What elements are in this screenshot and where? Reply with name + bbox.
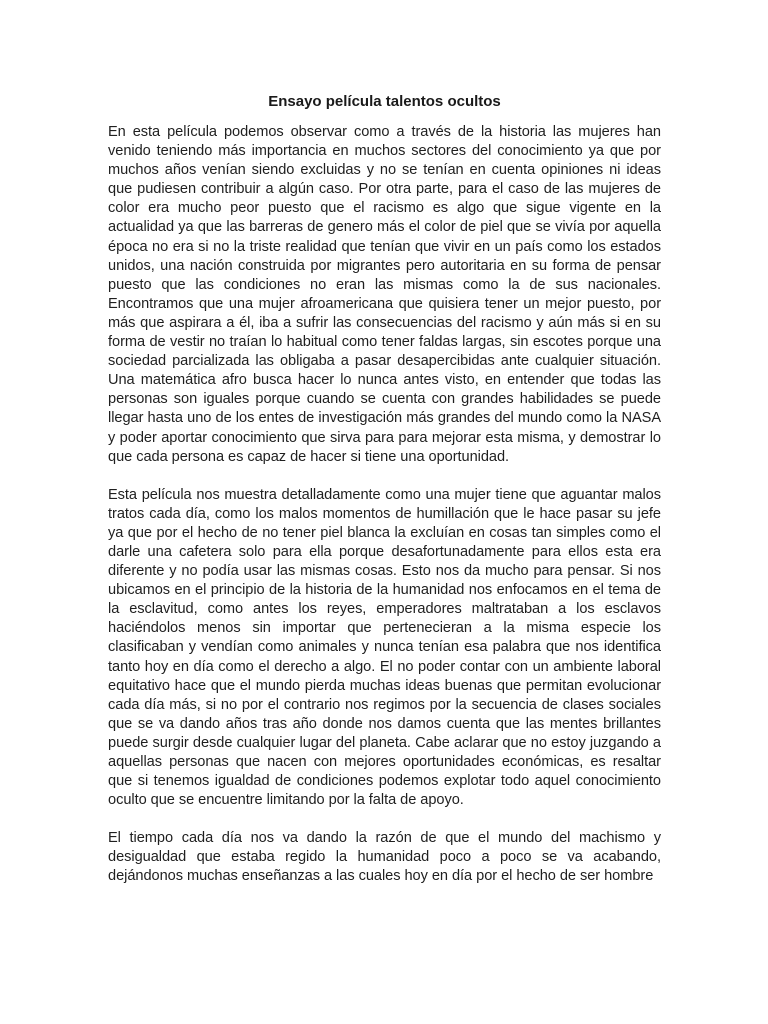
- document-title: Ensayo película talentos ocultos: [268, 93, 501, 110]
- paragraph-3: El tiempo cada día nos va dando la razón de que el mundo del machismo y desigualdad que estaba regido la humanidad poco a poco se va acabando, dejándonos muchas enseñanzas a las cuales hoy en día por el hecho de ser hombre: [108, 830, 661, 885]
- paragraph-1: En esta película podemos observar como a través de la historia las mujeres han venido teniendo más importancia en muchos sectores del conocimiento ya que por muchos años venían siendo excluidas y no se tenían en cuenta opiniones ni ideas que pudiesen contribuir a algún caso. Por otra parte, para el caso de las mujeres de color era mucho peor puesto que el racismo es algo que sigue vigente en la actualidad ya que las barreras de genero más el color de piel que se vivía por aquella época no era si no la triste realidad que tenían que vivir en un país como los estados unidos, una nación construida por migrantes pero autoritaria en su forma de pensar puesto que las condiciones no eran las mismas como la de sus nacionales. Encontramos que una mujer afroamericana que quisiera tener un mejor puesto, por más que aspirara a él, iba a sufrir las consecuencias del racismo y aún más si en su forma de vestir no traían lo habitual como tener faldas largas, sin escotes porque una sociedad parcializada las obligaba a pasar desapercibidas ante cualquier situación. Una matemática afro busca hacer lo nunca antes visto, en entender que todas las personas son iguales porque cuando se cuenta con grandes habilidades se puede llegar hasta uno de los entes de investigación más grandes del mundo como la NASA y poder aportar conocimiento que sirva para para mejorar esta misma, y demostrar lo que cada persona es capaz de hacer si tiene una oportunidad.: [108, 124, 661, 465]
- paragraph-2: Esta película nos muestra detalladamente como una mujer tiene que aguantar malos tratos cada día, como los malos momentos de humillación que le hace pasar su jefe ya que por el hecho de no tener piel blanca la excluían en cosas tan simples como el darle una cafetera solo para ella porque desafortunadamente para ellos esta era diferente y no podía usar las mismas cosas. Esto nos da mucho para pensar. Si nos ubicamos en el principio de la historia de la humanidad nos enfocamos en el tema de la esclavitud, como antes los reyes, emperadores maltrataban a los esclavos haciéndolos menos sin importar que pertenecieran a la misma especie los clasificaban y vendían como animales y nunca tenían esa palabra que nos identifica tanto hoy en día como el derecho a algo. El no poder contar con un ambiente laboral equitativo hace que el mundo pierda muchas ideas buenas que permitan evolucionar cada día más, si no por el contrario nos regimos por la secuencia de clases sociales que se va dando años tras año donde nos damos cuenta que las mentes brillantes puede surgir desde cualquier lugar del planeta. Cabe aclarar que no estoy juzgando a aquellas personas que nacen con mejores oportunidades económicas, es resaltar que si tenemos igualdad de condiciones podemos explotar todo aquel conocimiento oculto que se encuentre limitando por la falta de apoyo.: [108, 486, 661, 809]
